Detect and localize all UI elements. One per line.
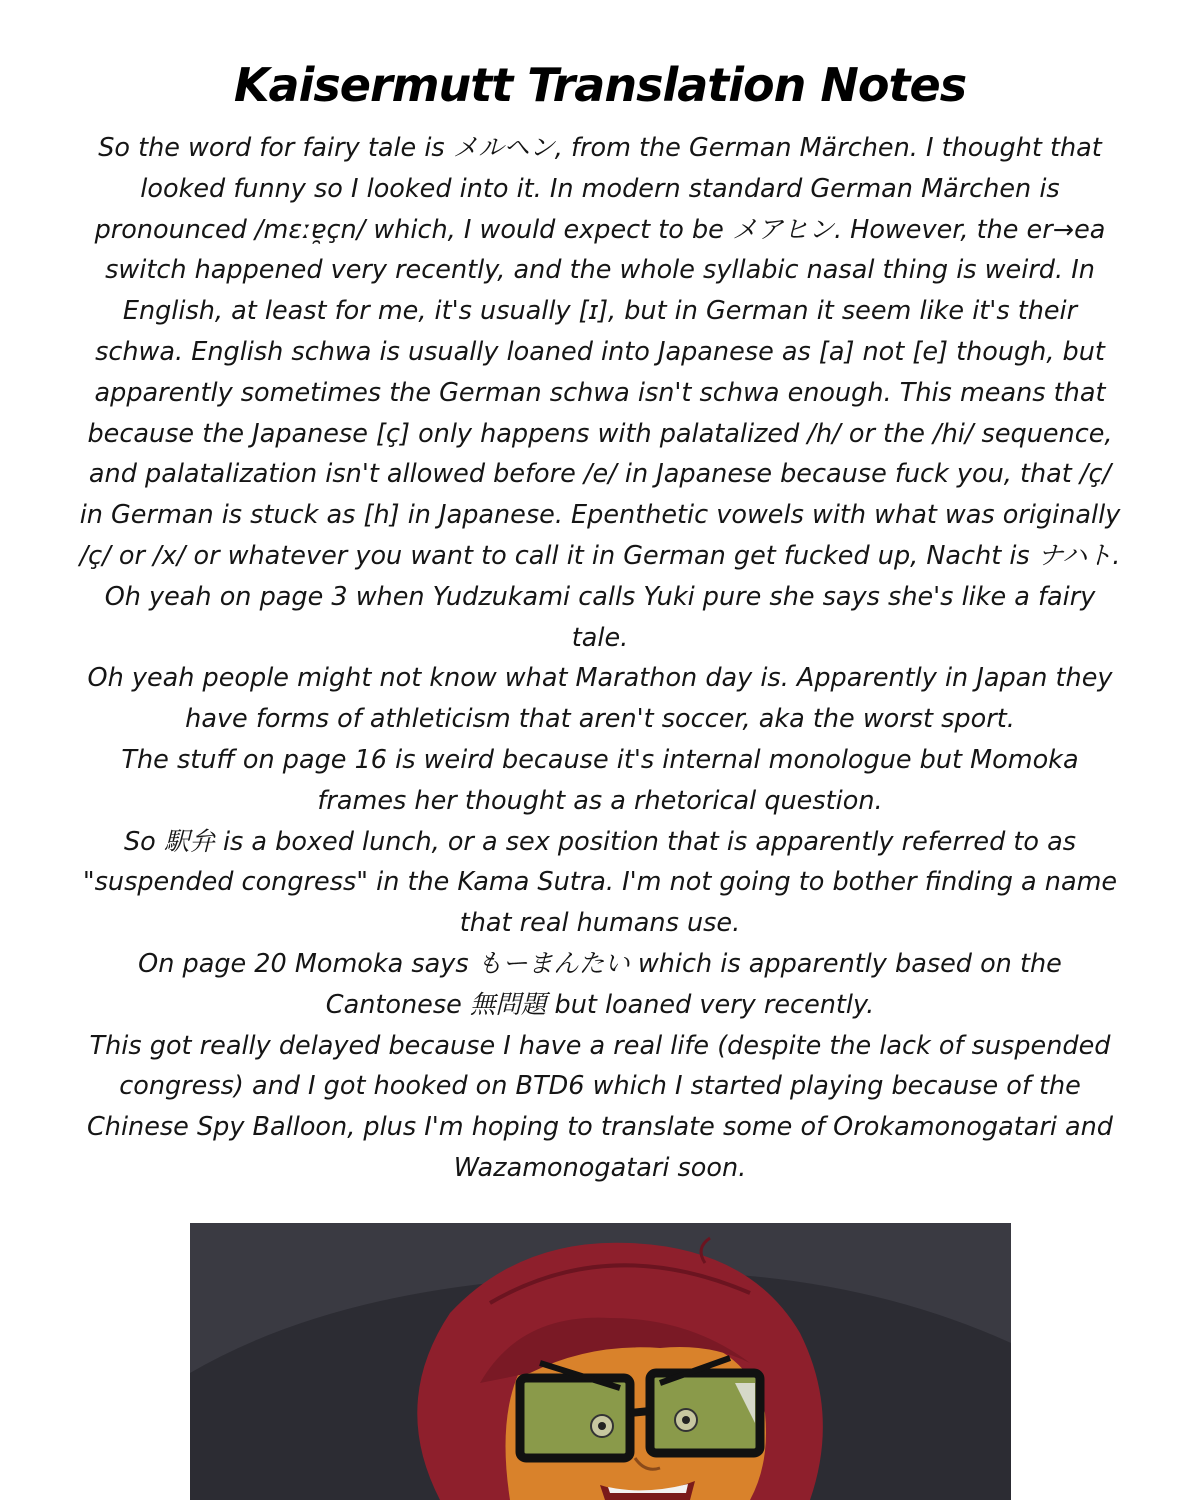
note-paragraph-page16: The stuff on page 16 is weird because it's internal monologue but Momoka frames her thought as a rhetorical question. — [121, 744, 1079, 816]
glasses-bridge — [630, 1411, 650, 1413]
notes-body — [78, 128, 1122, 1189]
right-pupil — [682, 1416, 690, 1424]
note-paragraph-marathon: Oh yeah people might not know what Marathon day is. Apparently in Japan they have forms of athleticism that aren't soccer, aka the worst sport. — [87, 663, 1113, 735]
note-paragraph-delay: This got really delayed because I have a real life (despite the lack of suspended congress) and I got hooked on BTD6 which I started playing because of the Chinese Spy Balloon, plus I'm hoping to translate some of Orokamonogatari and Wazamonogatari soon. — [86, 1030, 1113, 1183]
page-title: Kaisermutt Translation Notes — [233, 58, 967, 112]
note-paragraph-marchen: So the word for fairy tale is メルヘン, from the German Märchen. I thought that looked funny so I looked into it. In modern standard German Märchen is pronounced /mɛːɐ̯çn/ which, I would expect to be メアヒン. However, the er→ea switch happened very recently, and the whole syllabic nasal thing is weird. In English, at least for me, it's usually [ɪ], but in German it seem like it's their schwa. English schwa is usually loaned into Japanese as [a] not [e] though, but apparently sometimes the German schwa isn't schwa enough. This means that because the Japanese [ç] only happens with palatalized /h/ or the /hi/ sequence, and palatalization isn't allowed before /e/ in Japanese because fuck you, that /ç/ in German is stuck as [h] in Japanese. Epenthetic vowels with what was originally /ç/ or /x/ or whatever you want to call it in German get fucked up, Nacht is ナハト. Oh yeah on page 3 when Yudzukami calls Yuki pure she says she's like a fairy tale. — [79, 133, 1121, 653]
cartoon-face-illustration — [190, 1223, 1011, 1500]
note-paragraph-ekiben: So 駅弁 is a boxed lunch, or a sex position that is apparently referred to as "suspended congress" in the Kama Sutra. I'm not going to bother finding a name that real humans use. — [82, 826, 1118, 939]
cartoon-illustration — [190, 1223, 1011, 1500]
glasses-left-lens — [520, 1378, 630, 1458]
left-pupil — [598, 1422, 606, 1430]
note-paragraph-page20: On page 20 Momoka says もーまんたい which is apparently based on the Cantonese 無問題 but loaned very recently. — [138, 948, 1062, 1020]
